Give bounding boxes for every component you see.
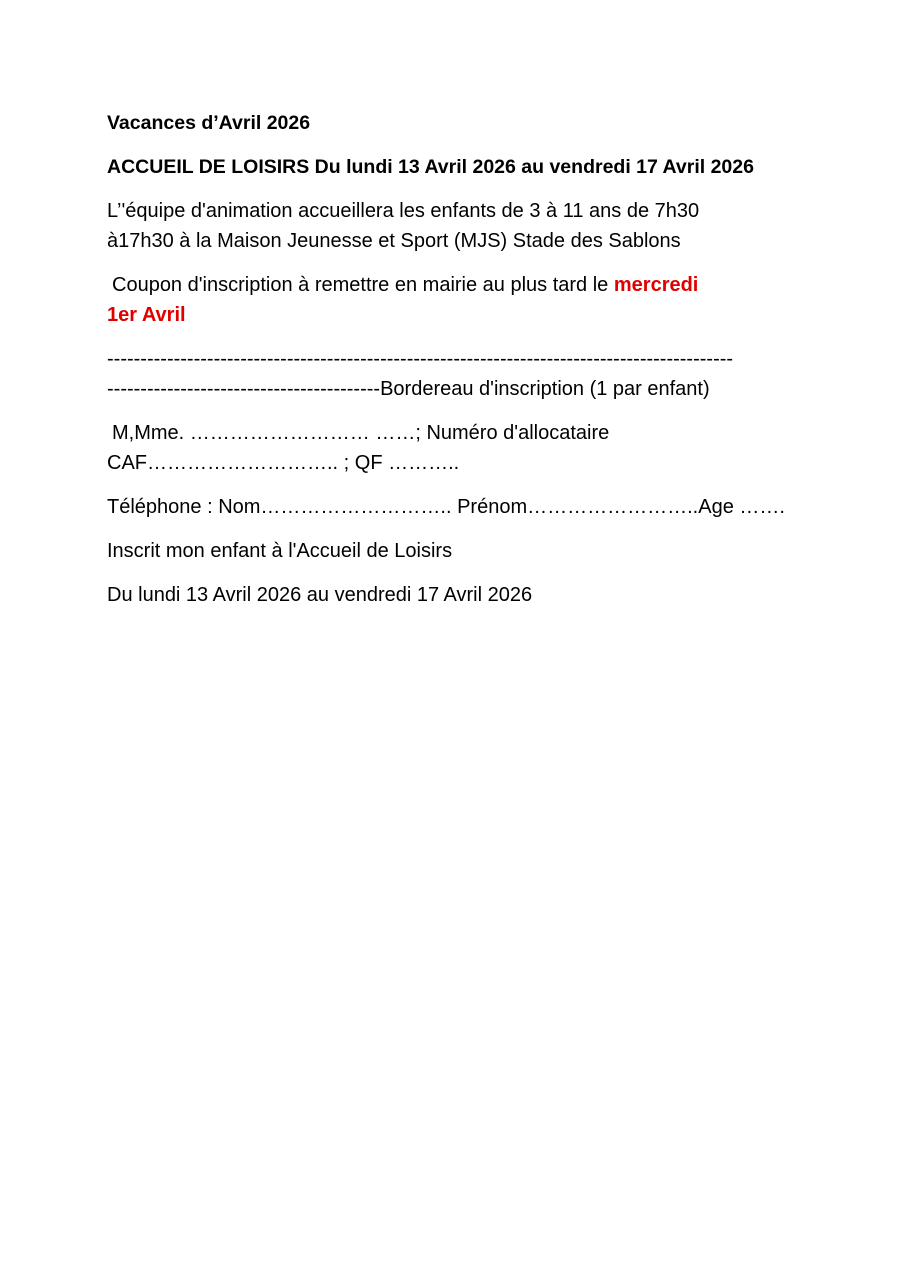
separator-dashes: ----------------------------------------- (107, 378, 381, 400)
bordereau-title: Bordereau d'inscription (1 par enfant) (380, 378, 710, 400)
enroll-line: Inscrit mon enfant à l'Accueil de Loisirs (107, 540, 453, 562)
dates-line: Du lundi 13 Avril 2026 au vendredi 17 Avril 2026 (107, 584, 533, 606)
caf-field: CAF……………………….. ; QF ……….. (107, 452, 460, 474)
separator-block (107, 344, 797, 404)
coupon-paragraph (107, 270, 797, 330)
document-page (107, 108, 797, 624)
parent-info (107, 418, 797, 478)
bordereau-line (107, 374, 797, 404)
intro-paragraph (107, 196, 797, 256)
intro-line-2: à17h30 à la Maison Jeunesse et Sport (MJS) Stade des Sablons (107, 230, 681, 252)
separator-line: ---------------------------------------------------------------------------------------------- (107, 348, 734, 370)
parent-name-field: M,Mme. ……………………… ……; Numéro d'allocataire (112, 422, 610, 444)
coupon-text: Coupon d'inscription à remettre en mairie au plus tard le (112, 274, 609, 296)
phone-field: Téléphone : Nom……………………….. Prénom……………………..Age ……. (107, 496, 785, 518)
document-subheading: ACCUEIL DE LOISIRS Du lundi 13 Avril 2026 au vendredi 17 Avril 2026 (107, 156, 754, 178)
coupon-deadline-day: mercredi (613, 274, 699, 296)
intro-line-1: L’'équipe d'animation accueillera les enfants de 3 à 11 ans de 7h30 (107, 200, 700, 222)
coupon-deadline-date: 1er Avril (107, 304, 186, 326)
document-heading: Vacances d’Avril 2026 (107, 112, 311, 134)
